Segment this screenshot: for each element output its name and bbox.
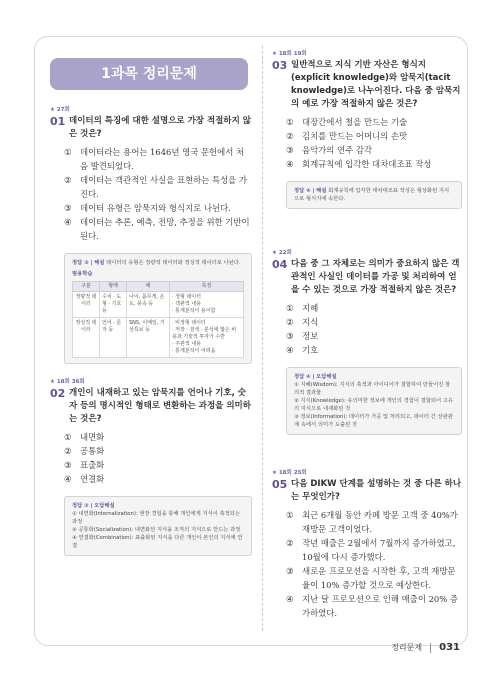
choice-number: ② [286, 317, 294, 327]
choice-number: ④ [286, 345, 294, 355]
question-text: 개인이 내재하고 있는 암묵지를 언어나 기호, 숫자 등의 명시적인 형태로 변환하는 과정을 의미하는 것은? [69, 388, 251, 424]
choice-text: 지식 [302, 317, 319, 327]
answer-line: ④ 연결화(Combination): 표출화된 지식을 다른 개인이 본인의 지식에 연결 [72, 535, 243, 549]
choice-number: ② [64, 175, 72, 185]
choice-text: 작년 매출은 2월에서 7월까지 증가하였고, 10월에 다시 증가했다. [302, 538, 456, 562]
page-footer [391, 642, 460, 653]
question-number: 05 [272, 478, 288, 491]
question-tag [272, 249, 462, 258]
choice-item[interactable] [286, 115, 462, 129]
choice-number: ① [286, 117, 294, 127]
table-header: 특징 [170, 282, 244, 292]
choice-number: ④ [64, 474, 72, 484]
answer-line: ① 내면화(Internalization): 현장 경험을 통해 개인에게 지식이 축적되는 과정 [72, 511, 240, 525]
choice-item[interactable] [64, 444, 252, 458]
answer-label: 정답 ④ | 해설 [294, 188, 327, 194]
answer-explanation: 회계규칙에 입각한 대차대조표 작성은 형상화된 지식으로 형식지에 속한다. [294, 188, 450, 202]
table-row [73, 318, 244, 358]
choice-item[interactable] [286, 301, 462, 315]
star-icon: ★ [272, 51, 277, 57]
choice-item[interactable] [64, 215, 252, 243]
question-05 [272, 469, 462, 620]
footer-section: 정리문제 [391, 643, 423, 652]
choice-text: 데이터라는 용어는 1646년 영국 문헌에서 처음 발견되었다. [80, 147, 245, 171]
answer-line: ② 지식(Knowledge): 유의미한 정보에 개인의 경험이 결합되어 고유의 지식으로 내재화된 것 [294, 398, 454, 412]
choice-item[interactable] [286, 536, 462, 564]
choice-list [64, 145, 252, 243]
answer-box [64, 253, 252, 364]
question-04 [272, 249, 462, 435]
question-text: 다음 DIKW 단계를 설명하는 것 중 다른 하나는 무엇인가? [291, 479, 462, 502]
question-number: 04 [272, 258, 288, 271]
choice-number: ② [64, 446, 72, 456]
choice-number: ④ [64, 217, 72, 227]
table-cell: 나이, 몸무게, 온도, 풍속 등 [127, 292, 170, 318]
choice-text: 회계규칙에 입각한 대차대조표 작성 [302, 159, 432, 169]
choice-item[interactable] [64, 458, 252, 472]
choice-item[interactable] [64, 173, 252, 201]
data-type-table [72, 281, 244, 358]
question-tag [272, 469, 462, 478]
choice-list [286, 301, 462, 357]
question-text: 일반적으로 지식 기반 자산은 형식지(explicit knowledge)와 암묵지(tacit knowledge)로 나누어진다. 다음 중 암묵지의 예로 가장 적절하지 않은 것은? [291, 60, 461, 109]
choice-item[interactable] [64, 201, 252, 215]
table-cell: · 비정형 데이터 · 저장 · 검색 · 분석에 많은 비용과 기술적 투자가 수반 · 주관적 내용 · 통계분석이 어려움 [170, 318, 244, 358]
table-cell: 수치 · 도형 · 기호 등 [100, 292, 127, 318]
choice-item[interactable] [286, 315, 462, 329]
table-cell: · 정형 데이터 · 객관적 내용 · 통계분석이 용이함 [170, 292, 244, 318]
choice-number: ③ [64, 203, 72, 213]
answer-explanation: 데이터의 유형은 정량적 데이터와 정성적 데이터로 나뉜다. [106, 260, 241, 266]
table-row [73, 292, 244, 318]
question-number: 01 [50, 115, 66, 128]
question-02 [50, 378, 252, 556]
question-tag [272, 50, 462, 59]
table-cell: 언어 · 문자 등 [100, 318, 127, 358]
table-header: 예 [127, 282, 170, 292]
choice-text: 데이터는 객관적인 사실을 표현하는 특성을 가진다. [80, 175, 248, 199]
choice-text: 최근 6개월 동안 카페 방문 고객 중 40%가 재방문 고객이었다. [302, 510, 458, 534]
question-03 [272, 50, 462, 209]
answer-line: ③ 정보(Information): 데이터가 가공 및 처리되고, 데이터 간 상관관계 속에서 의미가 도출된 것 [294, 414, 453, 428]
tag-label: 27회 [56, 107, 70, 113]
answer-line: ① 지혜(Wisdom): 지식의 축적과 아이디어가 결합하여 만들어진 창의적 결과물 [294, 382, 451, 396]
star-icon: ★ [50, 379, 55, 385]
choice-text: 음악가의 연주 감각 [302, 145, 373, 155]
choice-number: ④ [286, 594, 294, 604]
choice-text: 지혜 [302, 303, 319, 313]
choice-number: ② [286, 538, 294, 548]
choice-item[interactable] [286, 343, 462, 357]
choice-number: ② [286, 131, 294, 141]
page-number: 031 [439, 642, 460, 653]
star-icon: ★ [272, 250, 277, 256]
choice-text: 새로운 프로모션을 시작한 후, 고객 재방문율이 10% 증가할 것으로 예상한다. [302, 566, 456, 590]
answer-box [286, 367, 462, 435]
question-number: 03 [272, 59, 288, 72]
choice-text: 내면화 [80, 432, 105, 442]
answer-line: ② 공통화(Socialization): 내면화된 지식을 조직의 지식으로 만드는 과정 [72, 527, 241, 533]
choice-item[interactable] [286, 564, 462, 592]
choice-item[interactable] [64, 430, 252, 444]
choice-text: 정보 [302, 331, 319, 341]
star-icon: ★ [272, 470, 277, 476]
answer-box [64, 496, 252, 556]
tag-label: 18회 25회 [278, 470, 307, 476]
choice-text: 데이터는 추론, 예측, 전망, 추정을 위한 기반이 된다. [80, 217, 250, 241]
left-column [50, 58, 252, 556]
choice-number: ③ [286, 145, 294, 155]
choice-text: 김치를 만드는 어머니의 손맛 [302, 131, 408, 141]
tag-label: 18회 36회 [56, 379, 85, 385]
choice-text: 데이터 유형은 암묵지와 형식지로 나뉜다. [80, 203, 231, 213]
choice-text: 기호 [302, 345, 319, 355]
choice-number: ③ [64, 460, 72, 470]
table-header: 형태 [100, 282, 127, 292]
question-number: 02 [50, 387, 66, 400]
choice-number: ① [286, 510, 294, 520]
choice-text: 대장간에서 철을 만드는 기술 [302, 117, 408, 127]
choice-item[interactable] [64, 145, 252, 173]
choice-number: ③ [286, 566, 294, 576]
table-cell: 정성적 데이터 [73, 318, 100, 358]
table-title: 범용학습 [72, 271, 93, 277]
tag-label: 18회 19회 [278, 51, 307, 57]
answer-box [286, 181, 462, 209]
answer-label: 정답 ③ | 해설 [72, 260, 105, 266]
column-divider [262, 46, 263, 631]
question-tag [50, 106, 252, 115]
choice-number: ④ [286, 159, 294, 169]
question-01 [50, 106, 252, 364]
choice-item[interactable] [286, 129, 462, 143]
answer-label: 정답 ④ | 오답해설 [294, 374, 337, 380]
choice-number: ① [286, 303, 294, 313]
question-tag [50, 378, 252, 387]
question-text: 다음 중 그 자체로는 의미가 중요하지 않은 객관적인 사실인 데이터를 가공 및 처리하여 얻을 수 있는 것으로 가장 적절하지 않은 것은? [291, 259, 460, 295]
choice-text: 지난 달 프로모션으로 인해 매출이 20% 증가하였다. [302, 594, 458, 618]
choice-text: 연결화 [80, 474, 105, 484]
star-icon: ★ [50, 107, 55, 113]
table-cell: 정량적 데이터 [73, 292, 100, 318]
choice-text: 표출화 [80, 460, 105, 470]
choice-item[interactable] [64, 472, 252, 486]
choice-list [286, 115, 462, 171]
table-header: 구분 [73, 282, 100, 292]
choice-list [64, 430, 252, 486]
choice-item[interactable] [286, 329, 462, 343]
section-banner: 1과목 정리문제 [50, 58, 248, 90]
footer-separator [430, 643, 431, 653]
choice-list [286, 508, 462, 620]
choice-number: ③ [286, 331, 294, 341]
answer-label: 정답 ③ | 오답해설 [72, 503, 115, 509]
choice-number: ① [64, 432, 72, 442]
tag-label: 22회 [278, 250, 292, 256]
choice-text: 공통화 [80, 446, 105, 456]
choice-item[interactable] [286, 157, 462, 171]
question-text: 데이터의 특징에 대한 설명으로 가장 적절하지 않은 것은? [69, 116, 251, 139]
choice-item[interactable] [286, 592, 462, 620]
choice-item[interactable] [286, 143, 462, 157]
right-column [272, 50, 462, 620]
choice-number: ① [64, 147, 72, 157]
choice-item[interactable] [286, 508, 462, 536]
table-cell: SNS, 이메일, 기상특보 등 [127, 318, 170, 358]
